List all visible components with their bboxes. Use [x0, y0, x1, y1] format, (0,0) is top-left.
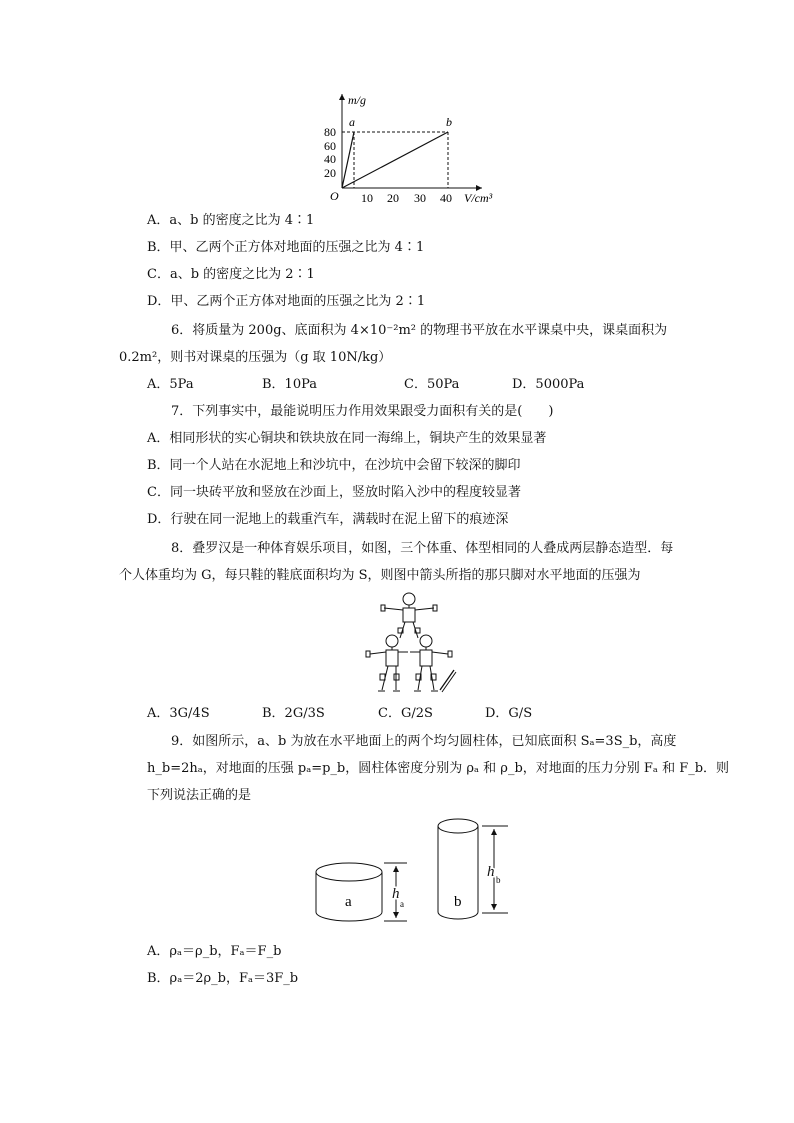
x-tick-20: 20 [387, 191, 399, 205]
q7-option-a: A．相同形状的实心铜块和铁块放在同一海绵上，铜块产生的效果显著 [147, 431, 547, 446]
x-tick-30: 30 [414, 191, 426, 205]
q8-option-d: D．G/S [485, 706, 533, 721]
q9-option-b: B．ρₐ＝2ρ_b，Fₐ＝3F_b [147, 971, 299, 986]
q8-option-a: A．3G/4S [147, 706, 210, 721]
cylinder-b-label: b [454, 894, 462, 910]
q9-stem-line2: h_b=2hₐ，对地面的压强 pₐ=p_b，圆柱体密度分别为 ρₐ 和 ρ_b，对地面的压力分别 Fₐ 和 F_b．则 [147, 761, 730, 776]
cylinder-a-label: a [345, 894, 352, 910]
x-tick-40: 40 [440, 191, 452, 205]
q7-option-d: D．行驶在同一泥地上的载重汽车，满载时在泥上留下的痕迹深 [147, 512, 509, 527]
height-a-subscript: a [400, 899, 404, 909]
human-pyramid-figure [362, 590, 462, 696]
q7-option-c: C．同一块砖平放和竖放在沙面上，竖放时陷入沙中的程度较显著 [147, 485, 521, 500]
point-a-label: a [349, 115, 355, 129]
x-axis-label: V/cm³ [464, 191, 493, 205]
q7-stem: 7．下列事实中，最能说明压力作用效果跟受力面积有关的是( ) [171, 404, 554, 419]
y-axis-label: m/g [348, 93, 366, 107]
q9-option-a: A．ρₐ＝ρ_b，Fₐ＝F_b [147, 944, 282, 959]
q6-stem-line1: 6．将质量为 200g、底面积为 4×10⁻²m² 的物理书平放在水平课桌中央，课桌面积为 [171, 323, 668, 338]
q6-option-c: C．50Pa [404, 377, 460, 392]
y-tick-20: 20 [324, 166, 336, 180]
q6-option-a: A．5Pa [147, 377, 194, 392]
height-b-subscript: b [496, 875, 501, 885]
y-tick-80: 80 [324, 125, 336, 139]
origin-label: O [330, 189, 339, 203]
mass-volume-graph [318, 88, 504, 206]
q8-stem-line1: 8．叠罗汉是一种体育娱乐项目，如图，三个体重、体型相同的人叠成两层静态造型．每 [171, 541, 674, 556]
q6-option-d: D．5000Pa [512, 377, 585, 392]
y-tick-40: 40 [324, 152, 336, 166]
q5-option-c: C．a、b 的密度之比为 2∶1 [147, 267, 315, 282]
line-b [342, 132, 448, 188]
q6-stem-line2: 0.2m²，则书对课桌的压强为（g 取 10N/kg） [119, 350, 392, 365]
point-b-label: b [446, 115, 452, 129]
q6-options [0, 376, 794, 394]
height-b-label: h [487, 864, 495, 880]
q5-option-a: A．a、b 的密度之比为 4∶1 [147, 213, 315, 228]
q8-option-b: B．2G/3S [262, 706, 325, 721]
y-tick-60: 60 [324, 139, 336, 153]
height-a-label: h [392, 886, 400, 902]
q9-stem-line3: 下列说法正确的是 [147, 788, 252, 803]
q8-options [0, 705, 794, 723]
q9-stem-line1: 9．如图所示，a、b 为放在水平地面上的两个均匀圆柱体，已知底面积 Sₐ=3S_b，高度 [171, 734, 677, 749]
q5-option-d: D．甲、乙两个正方体对地面的压强之比为 2∶1 [147, 294, 426, 309]
q7-option-b: B．同一个人站在水泥地上和沙坑中，在沙坑中会留下较深的脚印 [147, 458, 521, 473]
x-tick-10: 10 [361, 191, 373, 205]
line-a [342, 132, 354, 188]
q8-stem-line2: 个人体重均为 G，每只鞋的鞋底面积均为 S，则图中箭头所指的那只脚对水平地面的压强为 [119, 568, 641, 583]
q6-option-b: B．10Pa [262, 377, 318, 392]
q8-option-c: C．G/2S [378, 706, 433, 721]
cylinders-figure [312, 812, 522, 924]
q5-option-b: B．甲、乙两个正方体对地面的压强之比为 4∶1 [147, 240, 425, 255]
